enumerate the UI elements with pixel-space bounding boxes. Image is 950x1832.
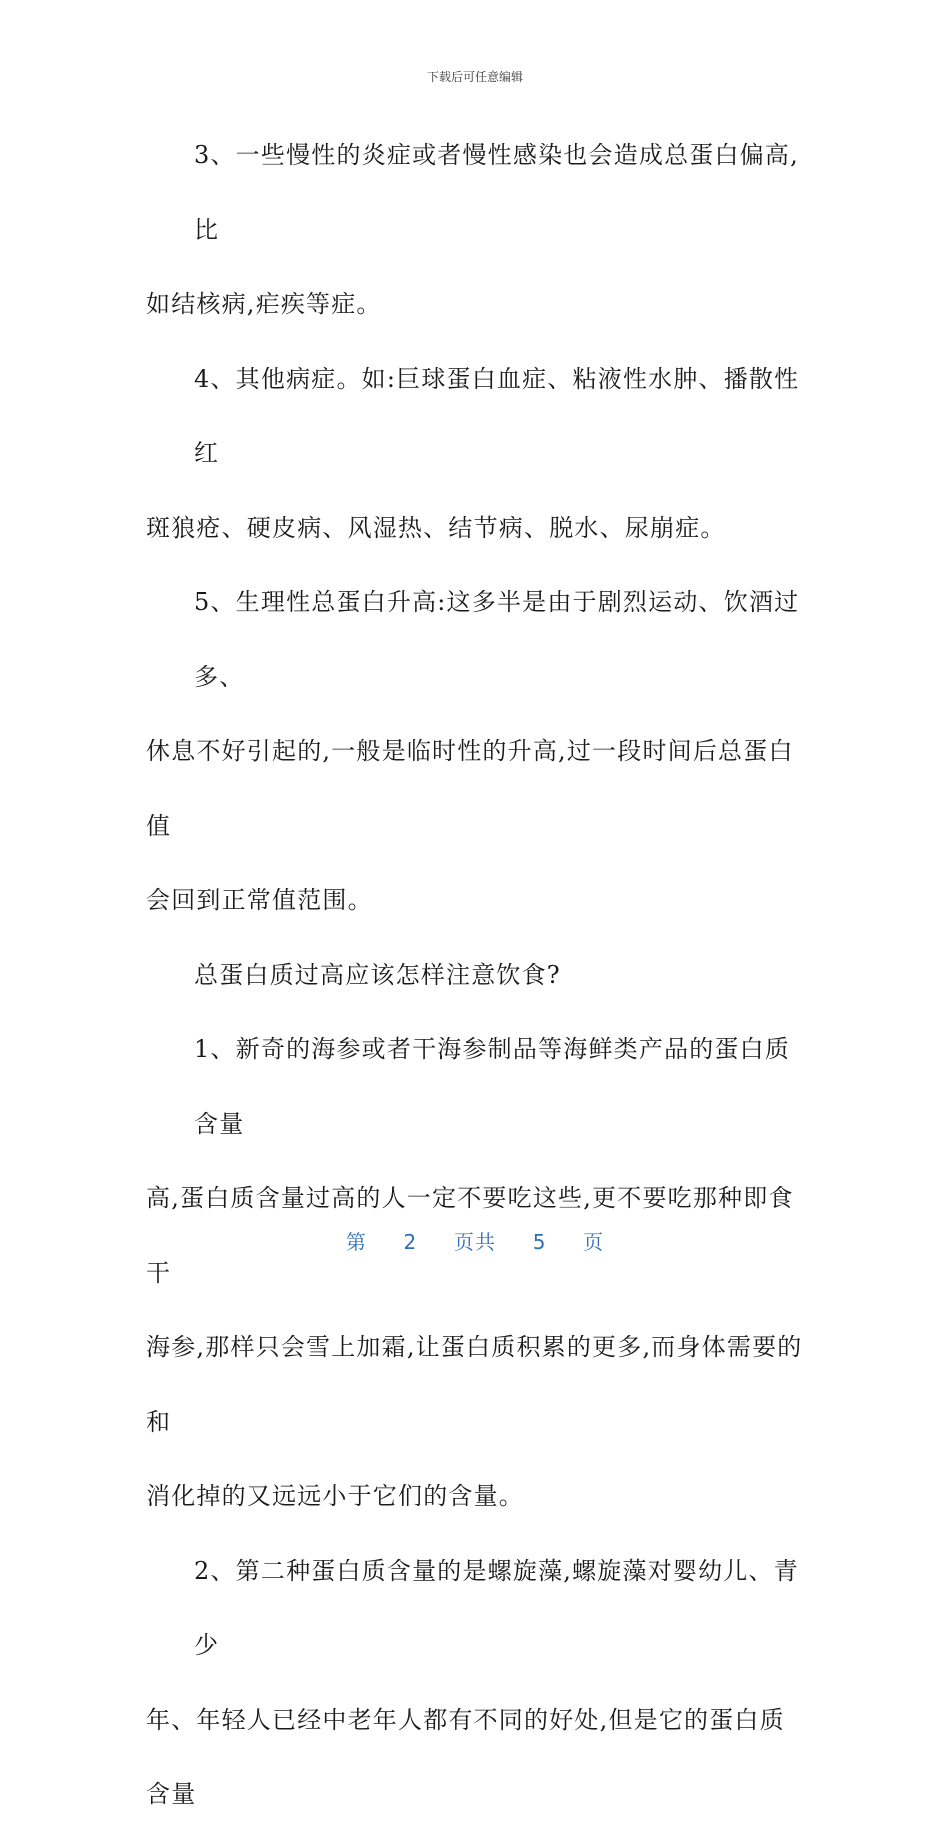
footer-suffix: 页 [583, 1230, 605, 1254]
text-line: 1、新奇的海参或者干海参制品等海鲜类产品的蛋白质含量 [194, 1035, 791, 1138]
footer-middle: 页共 [454, 1230, 496, 1254]
text-line: 海参,那样只会雪上加霜,让蛋白质积累的更多,而身体需要的和 [146, 1333, 803, 1436]
text-line: 斑狼疮、硬皮病、风湿热、结节病、脱水、尿崩症。 [146, 513, 726, 542]
text-line: 年、年轻人已经中老年人都有不同的好处,但是它的蛋白质含量 [146, 1705, 785, 1808]
text-line: 消化掉的又远远小于它们的含量。 [146, 1482, 524, 1510]
footer-prefix: 第 [345, 1230, 367, 1254]
paragraph-2 [146, 342, 806, 566]
text-line: 会回到正常值范围。 [146, 886, 373, 914]
document-body [146, 118, 806, 1832]
header-note: 下载后可任意编辑 [426, 70, 523, 84]
total-pages-number: 5 [532, 1230, 547, 1254]
text-line: 2、第二种蛋白质含量的是螺旋藻,螺旋藻对婴幼儿、青少 [194, 1556, 799, 1659]
paragraph-3 [146, 565, 806, 938]
section-heading [146, 938, 806, 1013]
paragraph-5 [146, 1534, 806, 1832]
text-line: 如结核病,疟疾等症。 [146, 290, 382, 318]
text-line: 高,蛋白质含量过高的人一定不要吃这些,更不要吃那种即食干 [146, 1184, 794, 1287]
page-footer [0, 1226, 950, 1255]
current-page-number: 2 [403, 1230, 418, 1254]
text-line: 4、其他病症。如:巨球蛋白血症、粘液性水肿、播散性红 [194, 364, 800, 467]
text-line: 总蛋白质过高应该怎样注意饮食? [194, 960, 561, 989]
text-line: 休息不好引起的,一般是临时性的升高,过一段时间后总蛋白值 [146, 737, 794, 840]
paragraph-4 [146, 1012, 806, 1534]
text-line: 5、生理性总蛋白升高:这多半是由于剧烈运动、饮酒过多、 [194, 588, 800, 691]
text-line: 3、一些慢性的炎症或者慢性感染也会造成总蛋白偏高,比 [194, 141, 799, 244]
paragraph-1 [146, 118, 806, 342]
